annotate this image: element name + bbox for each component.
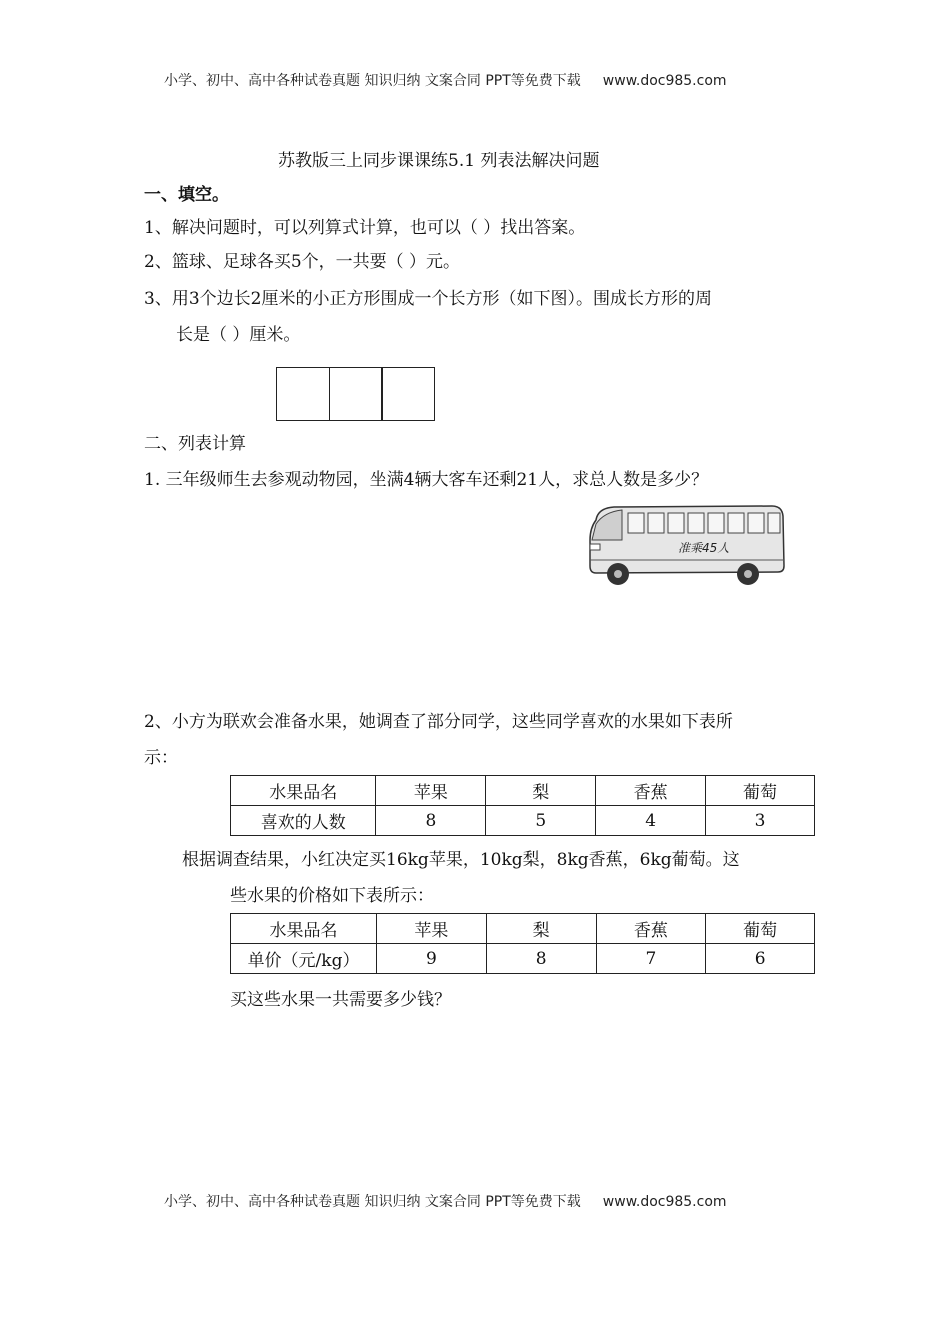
fruit-price-table (230, 913, 815, 974)
table-cell: 9 (377, 944, 487, 974)
square-1 (276, 367, 330, 421)
header-text: 小学、初中、高中各种试卷真题 知识归纳 文案合同 PPT等免费下载 (164, 73, 581, 89)
question-1-3-line2: 长是（ ）厘米。 (176, 325, 301, 345)
section2-heading: 二、列表计算 (144, 434, 246, 454)
table-cell: 喜欢的人数 (231, 806, 376, 836)
section1-heading: 一、填空。 (144, 185, 229, 205)
table-cell: 梨 (486, 914, 596, 944)
header-site-link[interactable]: www.doc985.com (602, 73, 727, 89)
page-header (164, 70, 727, 90)
question-1-3-line1: 3、用3个边长2厘米的小正方形围成一个长方形（如下图）。围成长方形的周 (144, 289, 712, 309)
table-row (231, 806, 815, 836)
table-cell: 4 (596, 806, 706, 836)
table-cell: 单价（元/kg） (231, 944, 377, 974)
page-title: 苏教版三上同步课课练5.1 列表法解决问题 (278, 151, 600, 171)
fruit-preference-table (230, 775, 815, 836)
rectangle-of-squares-figure (276, 367, 438, 421)
question-2-2-line4: 些水果的价格如下表所示： (230, 886, 434, 906)
question-1-2: 2、篮球、足球各买5个，一共要（ ）元。 (144, 252, 461, 272)
question-2-2-line5: 买这些水果一共需要多少钱？ (230, 990, 451, 1010)
question-1-1: 1、解决问题时，可以列算式计算，也可以（ ）找出答案。 (144, 218, 586, 238)
table-cell: 香蕉 (596, 776, 706, 806)
table-cell: 苹果 (376, 776, 486, 806)
table-cell: 葡萄 (706, 776, 815, 806)
table-cell: 水果品名 (231, 914, 377, 944)
table-cell: 3 (706, 806, 815, 836)
table-cell: 葡萄 (706, 914, 815, 944)
question-2-2-line3: 根据调查结果，小红决定买16kg苹果，10kg梨，8kg香蕉，6kg葡萄。这 (182, 850, 740, 870)
bus-illustration (582, 500, 786, 588)
table-cell: 梨 (486, 776, 596, 806)
table-row (231, 944, 815, 974)
question-2-2-line1: 2、小方为联欢会准备水果，她调查了部分同学，这些同学喜欢的水果如下表所 (144, 712, 733, 732)
footer-site-link[interactable]: www.doc985.com (602, 1194, 727, 1210)
table-cell: 苹果 (377, 914, 487, 944)
square-3 (381, 367, 435, 421)
table-cell: 水果品名 (231, 776, 376, 806)
footer-text: 小学、初中、高中各种试卷真题 知识归纳 文案合同 PPT等免费下载 (164, 1194, 581, 1210)
question-2-1: 1. 三年级师生去参观动物园，坐满4辆大客车还剩21人，求总人数是多少？ (144, 470, 709, 490)
table-row (231, 776, 815, 806)
page-footer (164, 1191, 727, 1211)
square-2 (329, 367, 383, 421)
table-row (231, 914, 815, 944)
table-cell: 香蕉 (596, 914, 706, 944)
table-cell: 6 (706, 944, 815, 974)
bus-capacity-label: 准乘45人 (678, 541, 730, 555)
table-cell: 8 (486, 944, 596, 974)
table-cell: 7 (596, 944, 706, 974)
table-cell: 5 (486, 806, 596, 836)
question-2-2-line2: 示： (144, 748, 178, 768)
table-cell: 8 (376, 806, 486, 836)
